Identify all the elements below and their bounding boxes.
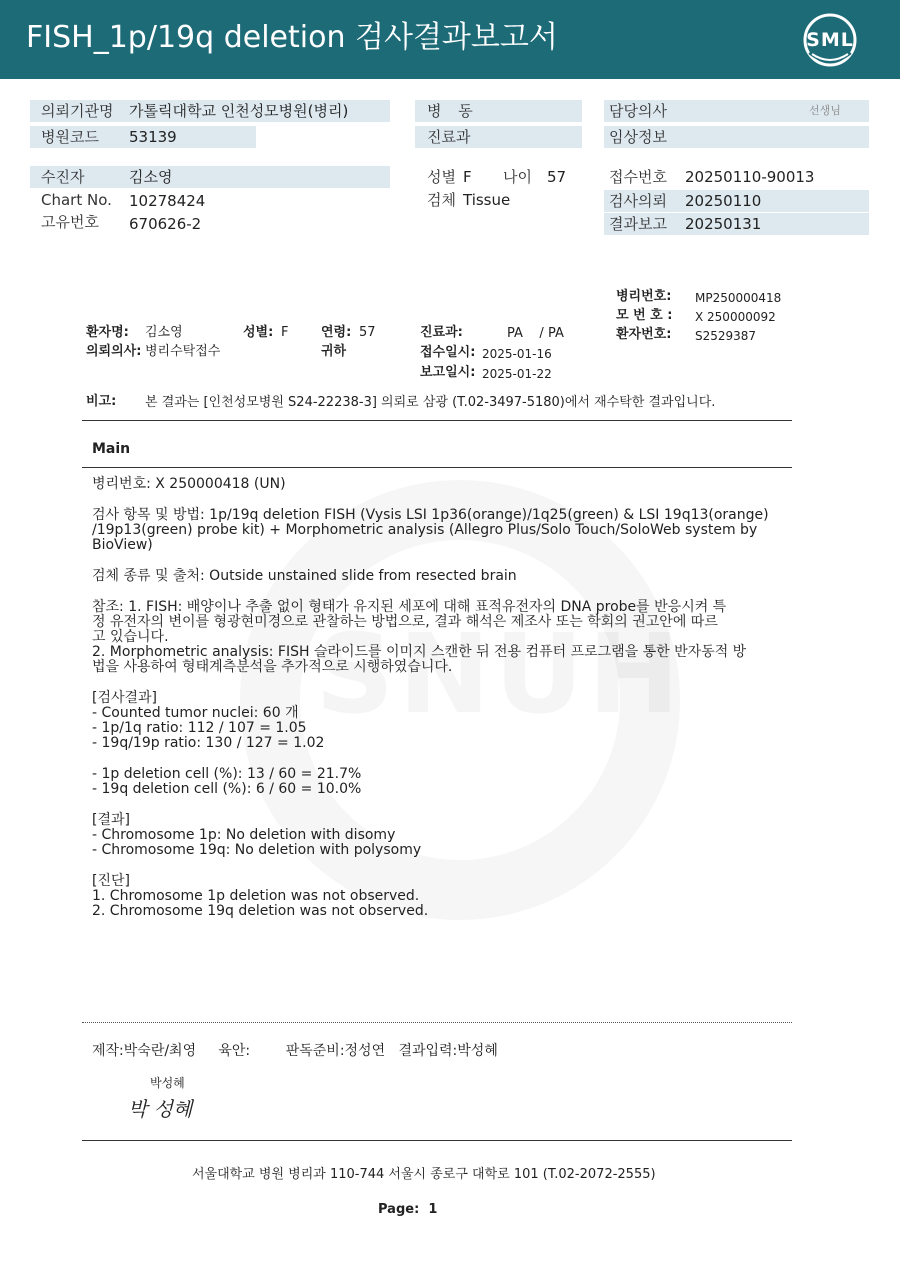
report-line: 법을 사용하여 형태계측분석을 추가적으로 시행하였습니다. xyxy=(92,659,453,675)
specimen-label: 검체 xyxy=(427,191,456,209)
remark-label: 비고: xyxy=(86,394,117,409)
report-line: [결과] xyxy=(92,812,130,828)
honorific: 귀하 xyxy=(321,344,347,359)
hospital-code-value: 53139 xyxy=(129,128,177,146)
request-value: 20250110 xyxy=(685,192,762,210)
path-no-value: MP250000418 xyxy=(695,291,782,305)
staff-line: 제작:박숙란/최영 육안: 판독준비:정성연 결과입력:박성혜 xyxy=(92,1043,498,1059)
req-doctor-value: 병리수탁접수 xyxy=(145,344,221,359)
report-line: 1. Chromosome 1p deletion was not observed. xyxy=(92,888,420,904)
report-line: 검체 종류 및 출처: Outside unstained slide from resected brain xyxy=(92,568,517,584)
patient-value: 김소영 xyxy=(129,168,173,186)
report-line xyxy=(92,584,792,600)
department-label: 진료과 xyxy=(427,128,471,146)
report-line: 정 유전자의 변이를 형광현미경으로 관찰하는 방법으로, 결과 해석은 제조사 또는 학회의 권고안에 따르 xyxy=(92,614,718,630)
report-line: [검사결과] xyxy=(92,690,158,706)
specimen-value: Tissue xyxy=(463,191,511,209)
request-label: 검사의뢰 xyxy=(609,192,667,210)
logo-text: SML xyxy=(806,29,854,51)
doctor-label: 담당의사 xyxy=(609,102,667,120)
report-line: - 1p deletion cell (%): 13 / 60 = 21.7% xyxy=(92,766,362,782)
receipt-value: 20250110-90013 xyxy=(685,168,815,186)
scan-dept-label: 진료과: xyxy=(420,325,463,340)
scan-sex-label: 성별: xyxy=(243,325,274,340)
signature: 박 성혜 xyxy=(128,1097,193,1121)
remark-value: 본 결과는 [인천성모병원 S24-22238-3] 의뢰로 삼광 (T.02-3497-5180)에서 재수탁한 결과입니다. xyxy=(145,395,716,410)
age-value: 57 xyxy=(547,168,567,186)
result-value: 20250131 xyxy=(685,215,762,233)
unique-value: 670626-2 xyxy=(129,215,202,233)
report-line: - 19q deletion cell (%): 6 / 60 = 10.0% xyxy=(92,781,362,797)
report-line: [진단] xyxy=(92,873,130,889)
report-line: - 19q/19p ratio: 130 / 127 = 1.02 xyxy=(92,735,325,751)
report-line: - Chromosome 19q: No deletion with polysomy xyxy=(92,842,422,858)
report-line: /19p13(green) probe kit) + Morphometric analysis (Allegro Plus/Solo Touch/SoloWeb system by xyxy=(92,522,758,538)
receipt-date-label: 접수일시: xyxy=(420,345,476,360)
footer-address: 서울대학교 병원 병리과 110-744 서울시 종로구 대학로 101 (T.02-2072-2555) xyxy=(192,1167,656,1182)
report-line: 병리번호: X 250000418 (UN) xyxy=(92,476,286,492)
clinical-label: 임상정보 xyxy=(609,128,667,146)
sex-label: 성별 xyxy=(427,168,456,186)
sml-logo-icon xyxy=(802,12,858,68)
report-line: 고 있습니다. xyxy=(92,629,169,645)
ward-label: 병 동 xyxy=(427,102,479,120)
report-body xyxy=(92,477,792,919)
scan-age-value: 57 xyxy=(359,325,376,340)
report-line: - 1p/1q ratio: 112 / 107 = 1.05 xyxy=(92,720,307,736)
dotted-divider xyxy=(82,1022,792,1023)
scan-dept-value: PA / PA xyxy=(507,326,564,341)
report-header xyxy=(0,0,900,79)
parent-no-value: X 250000092 xyxy=(695,310,776,324)
report-line xyxy=(92,553,792,569)
report-line: 검사 항목 및 방법: 1p/19q deletion FISH (Vysis LSI 1p36(orange)/1q25(green) & LSI 19q13(orange) xyxy=(92,507,769,523)
patient-no-value: S2529387 xyxy=(695,329,757,343)
scan-sex-value: F xyxy=(281,325,289,340)
patient-label: 수진자 xyxy=(41,168,85,186)
main-label: Main xyxy=(92,441,131,457)
report-line xyxy=(92,675,792,691)
report-line xyxy=(92,858,792,874)
path-no-label: 병리번호: xyxy=(616,289,672,304)
report-line: - Counted tumor nuclei: 60 개 xyxy=(92,705,299,721)
divider-top xyxy=(82,420,792,421)
divider-bottom xyxy=(82,1140,792,1141)
report-line: 2. Chromosome 19q deletion was not observed. xyxy=(92,903,429,919)
chart-label: Chart No. xyxy=(41,191,112,209)
doctor-suffix: 선생님 xyxy=(809,104,841,117)
parent-no-label: 모 번 호 : xyxy=(616,308,673,323)
divider-main xyxy=(82,467,792,468)
scan-age-label: 연령: xyxy=(321,325,352,340)
report-date-value: 2025-01-22 xyxy=(482,367,552,381)
report-line xyxy=(92,492,792,508)
report-line xyxy=(92,797,792,813)
page-label: Page: 1 xyxy=(378,1202,438,1217)
result-label: 결과보고 xyxy=(609,215,667,233)
report-line: 2. Morphometric analysis: FISH 슬라이드를 이미지 스캔한 뒤 전용 컴퓨터 프로그램을 통한 반자동적 방 xyxy=(92,644,747,660)
patient-name-value: 김소영 xyxy=(145,325,183,340)
unique-label: 고유번호 xyxy=(41,213,99,231)
report-line: - Chromosome 1p: No deletion with disomy xyxy=(92,827,396,843)
signer-name: 박성혜 xyxy=(150,1076,185,1090)
report-title: FISH_1p/19q deletion 검사결과보고서 xyxy=(26,20,558,55)
receipt-date-value: 2025-01-16 xyxy=(482,347,552,361)
receipt-label: 접수번호 xyxy=(609,168,667,186)
age-label: 나이 xyxy=(503,168,532,186)
patient-name-label: 환자명: xyxy=(86,325,129,340)
hospital-code-label: 병원코드 xyxy=(41,128,99,146)
report-line: BioView) xyxy=(92,537,153,553)
institution-value: 가톨릭대학교 인천성모병원(병리) xyxy=(129,102,349,120)
institution-label: 의뢰기관명 xyxy=(41,102,114,120)
chart-value: 10278424 xyxy=(129,192,206,210)
sex-value: F xyxy=(463,168,472,186)
report-line xyxy=(92,751,792,767)
report-date-label: 보고일시: xyxy=(420,365,476,380)
report-line: 참조: 1. FISH: 배양이나 추출 없이 형태가 유지된 세포에 대해 표적유전자의 DNA probe를 반응시켜 특 xyxy=(92,599,727,615)
req-doctor-label: 의뢰의사: xyxy=(86,344,142,359)
patient-no-label: 환자번호: xyxy=(616,327,672,342)
